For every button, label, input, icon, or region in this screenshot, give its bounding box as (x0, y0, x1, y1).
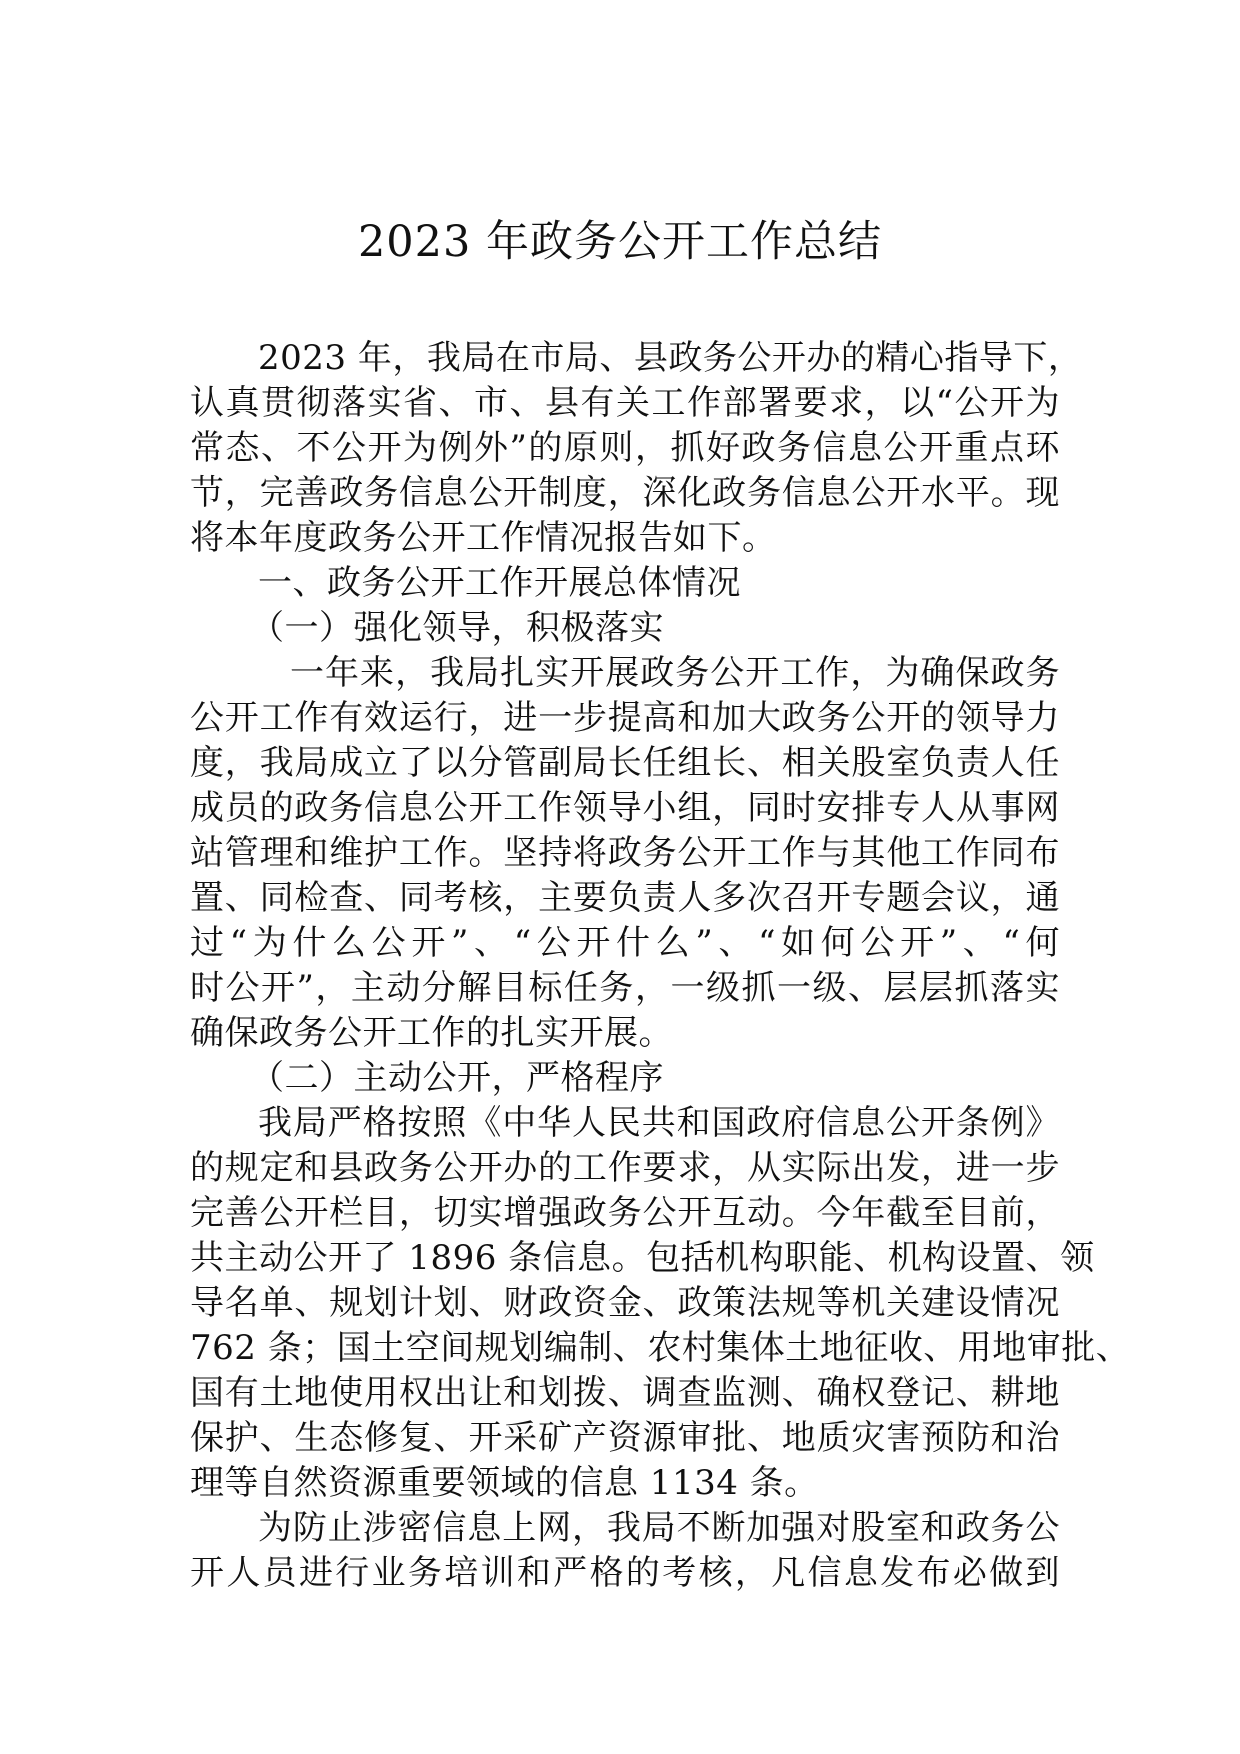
paragraph-line: 将本年度政务公开工作情况报告如下。 (190, 518, 777, 558)
paragraph-line: 认真贯彻落实省、市、县有关工作部署要求，以“公开为 (190, 383, 1060, 423)
paragraph-line: 我局严格按照《中华人民共和国政府信息公开条例》 (258, 1103, 1060, 1143)
paragraph-line: 开人员进行业务培训和严格的考核，凡信息发布必做到 (190, 1553, 1060, 1593)
paragraph-line: 度，我局成立了以分管副局长任组长、相关股室负责人任 (190, 743, 1060, 783)
paragraph-line: 置、同检查、同考核，主要负责人多次召开专题会议，通 (190, 878, 1060, 918)
paragraph-line: 常态、不公开为例外”的原则，抓好政务信息公开重点环 (190, 428, 1060, 468)
paragraph-line: 762 条；国土空间规划编制、农村集体土地征收、用地审批、 (190, 1328, 1131, 1368)
paragraph-line: 站管理和维护工作。坚持将政务公开工作与其他工作同布 (190, 833, 1060, 873)
paragraph-line: 保护、生态修复、开采矿产资源审批、地质灾害预防和治 (190, 1418, 1060, 1458)
paragraph-line: 为防止涉密信息上网，我局不断加强对股室和政务公 (258, 1508, 1060, 1548)
subsection-heading: （一）强化领导，积极落实 (250, 608, 664, 648)
subsection-heading: （二）主动公开，严格程序 (250, 1058, 664, 1098)
paragraph-line: 节，完善政务信息公开制度，深化政务信息公开水平。现 (190, 473, 1060, 513)
paragraph-line: 过“为什么公开”、“公开什么”、“如何公开”、“何 (190, 923, 1060, 963)
paragraph-line: 成员的政务信息公开工作领导小组，同时安排专人从事网 (190, 788, 1060, 828)
paragraph-line: 2023 年，我局在市局、县政务公开办的精心指导下， (258, 338, 1083, 378)
paragraph-line: 公开工作有效运行，进一步提高和加大政务公开的领导力 (190, 698, 1060, 738)
paragraph-line: 确保政务公开工作的扎实开展。 (190, 1013, 673, 1053)
paragraph-line: 时公开”，主动分解目标任务，一级抓一级、层层抓落实 (190, 968, 1060, 1008)
paragraph-line: 完善公开栏目，切实增强政务公开互动。今年截至目前， (190, 1193, 1060, 1233)
paragraph-line: 共主动公开了 1896 条信息。包括机构职能、机构设置、领 (190, 1238, 1095, 1278)
document-title: 2023 年政务公开工作总结 (357, 217, 883, 267)
document-body (190, 336, 1131, 1596)
paragraph-line: 一年来，我局扎实开展政务公开工作，为确保政务 (290, 653, 1060, 693)
section-heading: 一、政务公开工作开展总体情况 (258, 563, 741, 603)
paragraph-line: 国有土地使用权出让和划拨、调查监测、确权登记、耕地 (190, 1373, 1060, 1413)
paragraph-line: 导名单、规划计划、财政资金、政策法规等机关建设情况 (190, 1283, 1060, 1323)
paragraph-line: 理等自然资源重要领域的信息 1134 条。 (190, 1463, 819, 1503)
paragraph-line: 的规定和县政务公开办的工作要求，从实际出发，进一步 (190, 1148, 1060, 1188)
